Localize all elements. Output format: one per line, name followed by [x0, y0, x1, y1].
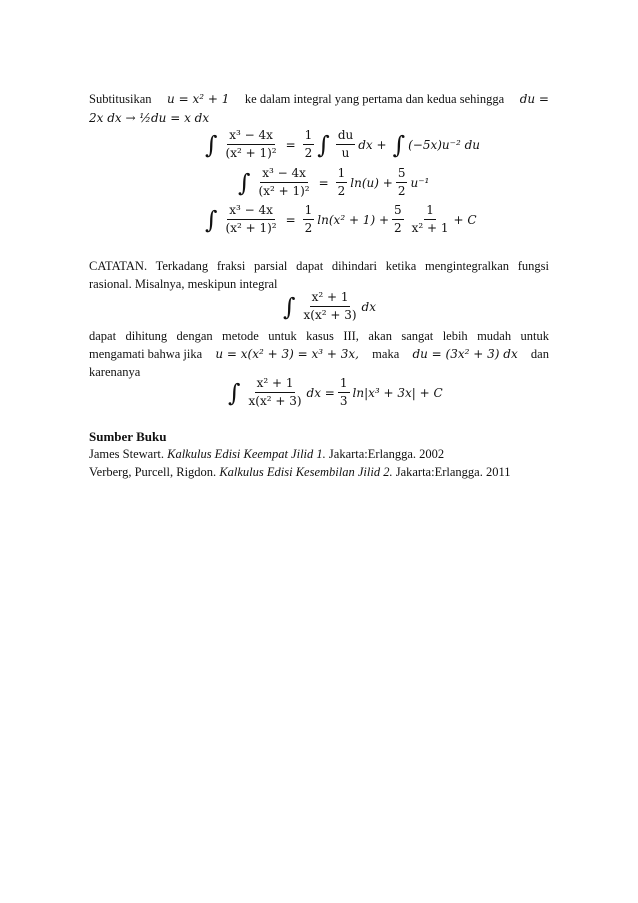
numerator: x³ − 4x — [227, 128, 275, 145]
intro-paragraph — [89, 90, 549, 128]
denominator: (x² + 1)² — [258, 184, 310, 198]
equation-term: dx = — [306, 385, 335, 400]
integral-sign: ∫ — [205, 130, 218, 159]
numerator: 1 — [303, 203, 315, 220]
fraction — [396, 166, 408, 199]
fraction — [336, 166, 348, 199]
denominator: x² + 1 — [411, 221, 449, 235]
numerator: x² + 1 — [310, 290, 351, 307]
fraction — [303, 203, 315, 236]
equation-term: ln(u) + — [350, 175, 393, 190]
integral-sign: ∫ — [317, 130, 330, 159]
fraction — [410, 203, 451, 236]
equation-term: (−5x)u⁻² du — [408, 137, 480, 152]
reference-author: Verberg, Purcell, Rigdon. — [89, 465, 217, 479]
equation-term: ln(x² + 1) + — [317, 212, 389, 227]
denominator: 2 — [394, 221, 402, 235]
fraction — [247, 376, 304, 409]
fraction — [224, 203, 279, 236]
sources-heading: Sumber Buku — [89, 429, 167, 444]
fraction — [302, 290, 359, 323]
fraction — [303, 128, 315, 161]
explanation-line-3: karenanya — [89, 365, 141, 379]
integral-sign: ∫ — [238, 168, 251, 197]
denominator: x(x² + 3) — [248, 394, 302, 408]
denominator: 3 — [339, 394, 348, 408]
explanation-text: mengamati bahwa jika — [89, 347, 203, 361]
equation-term: u⁻¹ — [410, 175, 430, 190]
numerator: x³ − 4x — [227, 203, 275, 220]
explanation-text: dan — [530, 347, 549, 361]
equation-term: + C — [453, 212, 477, 227]
explanation-text: maka — [372, 347, 400, 361]
du-expression: du = (3x² + 3) dx — [412, 347, 518, 361]
numerator: 5 — [396, 166, 408, 183]
numerator: x² + 1 — [255, 376, 296, 393]
denominator: 2 — [337, 184, 346, 198]
equation-term: dx — [361, 299, 376, 314]
equation-4 — [283, 290, 376, 323]
equation-1 — [205, 128, 480, 161]
equals-sign: = — [285, 137, 296, 152]
denominator: (x² + 1)² — [225, 146, 277, 160]
reference-title: Kalkulus Edisi Keempat Jilid 1. — [167, 447, 326, 461]
equation-2 — [238, 166, 429, 199]
equation-5 — [228, 376, 443, 409]
explanation-paragraph — [89, 327, 549, 381]
intro-word: Subtitusikan — [89, 92, 152, 106]
integral-sign: ∫ — [283, 292, 296, 321]
integral-sign: ∫ — [228, 378, 241, 407]
fraction — [336, 128, 355, 161]
integral-sign: ∫ — [205, 205, 218, 234]
reference-author: James Stewart. — [89, 447, 164, 461]
equation-3 — [205, 203, 477, 236]
explanation-line-1: dapat dihitung dengan metode untuk kasus III, akan sangat lebih mudah untuk — [89, 329, 549, 343]
equation-term: dx + — [358, 137, 387, 152]
intro-line2: 2x dx → ½du = x dx — [89, 111, 210, 125]
reference-publisher: Jakarta:Erlangga. 2002 — [328, 447, 445, 461]
denominator: 2 — [304, 146, 313, 160]
equation-term: ln|x³ + 3x| + C — [352, 385, 443, 400]
du-start: du = — [519, 92, 549, 106]
numerator: x³ − 4x — [260, 166, 308, 183]
denominator: 2 — [304, 221, 313, 235]
numerator: 1 — [303, 128, 315, 145]
u-definition: u = x² + 1 — [167, 92, 230, 106]
equals-sign: = — [285, 212, 296, 227]
numerator: du — [336, 128, 355, 145]
note-paragraph: CATATAN. Terkadang fraksi parsial dapat dihindari ketika mengintegralkan fungsi rasional. Misalnya, meskipun integral — [89, 259, 549, 291]
equals-sign: = — [318, 175, 329, 190]
fraction — [224, 128, 279, 161]
fraction — [392, 203, 404, 236]
reference-publisher: Jakarta:Erlangga. 2011 — [395, 465, 511, 479]
denominator: 2 — [397, 184, 406, 198]
u-substitution: u = x(x² + 3) = x³ + 3x, — [215, 347, 359, 361]
reference-1 — [89, 447, 444, 462]
numerator: 1 — [424, 203, 436, 220]
numerator: 1 — [338, 376, 350, 393]
denominator: u — [341, 146, 350, 160]
numerator: 1 — [336, 166, 348, 183]
fraction — [257, 166, 312, 199]
reference-title: Kalkulus Edisi Kesembilan Jilid 2. — [219, 465, 393, 479]
reference-2 — [89, 465, 510, 480]
fraction — [338, 376, 350, 409]
denominator: (x² + 1)² — [225, 221, 277, 235]
explanation-line-2 — [89, 345, 549, 363]
numerator: 5 — [392, 203, 404, 220]
denominator: x(x² + 3) — [303, 308, 357, 322]
integral-sign: ∫ — [392, 130, 406, 159]
intro-mid-text: ke dalam integral yang pertama dan kedua sehingga — [244, 92, 505, 106]
